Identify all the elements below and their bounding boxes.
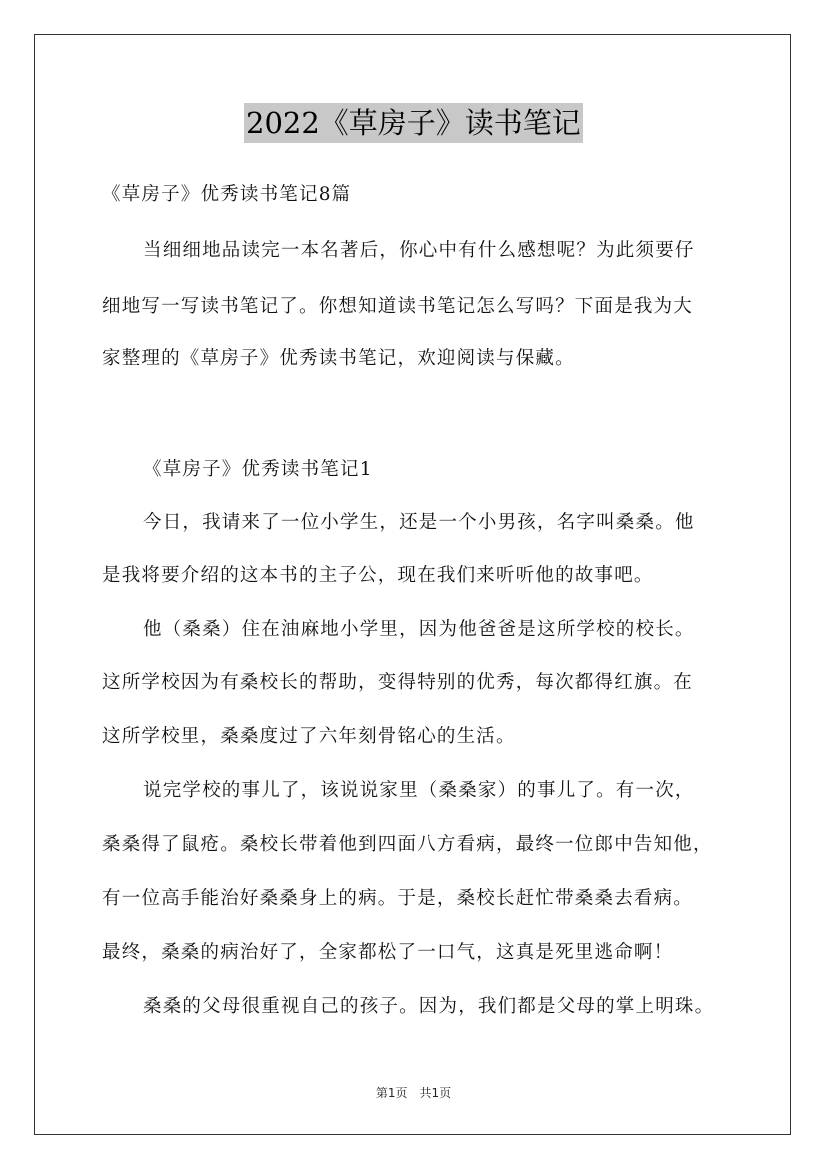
paragraph-line: 桑桑的父母很重视自己的孩子。因为，我们都是父母的掌上明珠。 xyxy=(143,996,715,1017)
paragraph-line: 今日，我请来了一位小学生，还是一个小男孩，名字叫桑桑。他 xyxy=(143,512,695,533)
document-title: 2022《草房子》读书笔记 xyxy=(244,103,583,143)
paragraph-line: 最终，桑桑的病治好了，全家都松了一口气，这真是死里逃命啊！ xyxy=(102,942,674,963)
paragraph-line: 这所学校因为有桑校长的帮助，变得特别的优秀，每次都得红旗。在 xyxy=(102,672,694,693)
document-subtitle: 《草房子》优秀读书笔记8篇 xyxy=(102,184,352,205)
paragraph-line: 这所学校里，桑桑度过了六年刻骨铭心的生活。 xyxy=(102,726,516,747)
paragraph-line: 有一位高手能治好桑桑身上的病。于是，桑校长赶忙带桑桑去看病。 xyxy=(102,888,694,909)
intro-line: 家整理的《草房子》优秀读书笔记，欢迎阅读与保藏。 xyxy=(102,348,575,369)
paragraph-line: 桑桑得了鼠疮。桑校长带着他到四面八方看病，最终一位郎中告知他， xyxy=(102,834,713,855)
page-footer: 第1页 共1页 xyxy=(375,1086,452,1100)
intro-line: 当细细地品读完一本名著后，你心中有什么感想呢？为此须要仔 xyxy=(143,240,695,261)
paragraph-line: 他（桑桑）住在油麻地小学里，因为他爸爸是这所学校的校长。 xyxy=(143,619,695,640)
intro-line: 细地写一写读书笔记了。你想知道读书笔记怎么写吗？下面是我为大 xyxy=(102,296,694,317)
paragraph-line: 是我将要介绍的这本书的主子公，现在我们来听听他的故事吧。 xyxy=(102,565,654,586)
section-heading: 《草房子》优秀读书笔记1 xyxy=(143,459,373,480)
paragraph-line: 说完学校的事儿了，该说说家里（桑桑家）的事儿了。有一次， xyxy=(143,780,695,801)
